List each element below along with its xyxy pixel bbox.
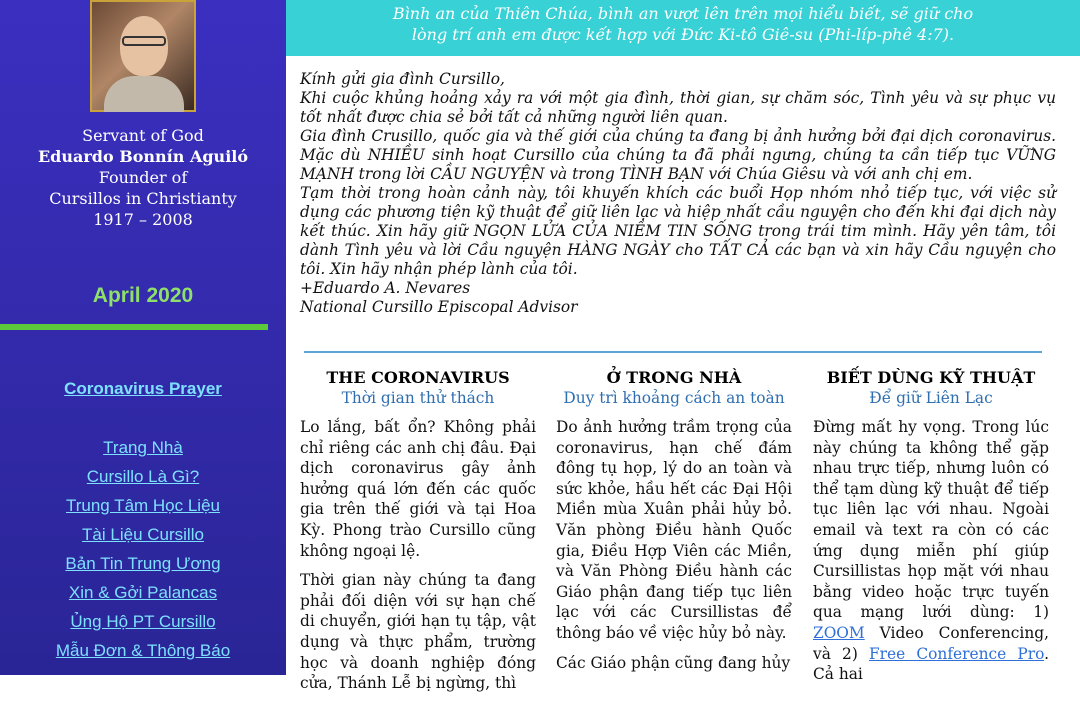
- nav-link-palancas[interactable]: Xin & Gởi Palancas: [68, 583, 218, 602]
- servant-line-3: Founder of: [98, 168, 188, 187]
- article-coronavirus: [300, 368, 536, 703]
- scripture-banner: [286, 0, 1080, 56]
- letter-signature: +Eduardo A. Nevares: [300, 279, 471, 297]
- article-title: BIẾT DÙNG KỸ THUẬT: [826, 368, 1036, 387]
- portrait-face: [120, 16, 168, 76]
- nav-link-cursillo-la-gi[interactable]: Cursillo Là Gì?: [86, 467, 200, 486]
- letter-paragraph-1: Khi cuộc khủng hoảng xảy ra với một gia đình, thời gian, sự chăm sóc, Tình yêu và sự phục vụ tốt nhất được chia sẻ bởi tất cả những người liên quan.: [300, 89, 1056, 126]
- nav-link-trang-nha[interactable]: Trang Nhà: [103, 438, 183, 457]
- scripture-quote: [286, 3, 1080, 45]
- article-ky-thuat: [813, 368, 1049, 694]
- article-subtitle: Duy trì khoảng cách an toàn: [563, 389, 785, 407]
- servant-line-1: Servant of God: [82, 126, 204, 145]
- article-paragraph: Thời gian này chúng ta đang phải đối diện với sự hạn chế di chuyển, giới hạn tụ tập, vật dụng và thực phẩm, trường học và doanh nghiệp đóng cửa, Thánh Lễ bị ngừng, thì: [300, 571, 536, 693]
- article-text: Đừng mất hy vọng. Trong lúc này chúng ta không thể gặp nhau trực tiếp, nhưng luôn có thể tạm dùng kỹ thuật để tiếp tục liên lạc với nhau. Ngoài email và text ra còn có các ứng dụng miễn phí giúp Cursillistas họp mặt với nhau bằng video hoặc trực tuyến qua mạng lưới dùng: 1): [813, 418, 1049, 622]
- founder-portrait: [90, 0, 196, 112]
- nav-link-ban-tin-trung-uong[interactable]: Bản Tin Trung Ương: [65, 554, 221, 573]
- article-text: . Cả hai: [813, 644, 1049, 684]
- nav-link-ung-ho[interactable]: Ủng Hộ PT Cursillo: [70, 612, 216, 631]
- article-paragraph: Do ảnh hưởng trầm trọng của coronavirus, hạn chế đám đông tụ họp, lý do an toàn và sức khỏe, hầu hết các Đại Hội Miền mùa Xuân phải hủy bỏ. Văn phòng Điều hành Quốc gia, Điều Hợp Viên các Miền, và Văn Phòng Điều hành các Giáo phận đang tiếp tục liên lạc với các Cursillistas để thông báo về việc hủy bỏ này.: [556, 418, 792, 642]
- nav-link-trung-tam-hoc-lieu[interactable]: Trung Tâm Học Liệu: [65, 496, 220, 515]
- letter-signer-role: National Cursillo Episcopal Advisor: [300, 298, 578, 316]
- servant-line-4: Cursillos in Christianty: [49, 189, 237, 208]
- article-text: Video Conferencing, và 2): [813, 623, 1049, 663]
- section-divider: [304, 351, 1042, 353]
- article-paragraph: [813, 417, 1049, 685]
- servant-name: Eduardo Bonnín Aguiló: [37, 147, 249, 166]
- nav-link-tai-lieu-cursillo[interactable]: Tài Liệu Cursillo: [82, 525, 204, 544]
- letter-greeting: Kính gửi gia đình Cursillo,: [300, 70, 505, 88]
- article-paragraph: Các Giáo phận cũng đang hủy: [556, 653, 791, 672]
- letter-paragraph-2: Gia đình Crusillo, quốc gia và thế giới của chúng ta đang bị ảnh hưởng bởi đại dịch coronavirus. Mặc dù NHIỀU sinh hoạt Cursillo của chúng ta đã phải ngưng, chúng ta cần tiếp tục VỮNG MẠNH trong lời CẦU NGUYỆN và trong TÌNH BẠN với Chúa Giêsu và với anh chị em.: [300, 127, 1056, 183]
- sidebar-divider: [0, 324, 268, 330]
- issue-month: April 2020: [92, 284, 194, 307]
- article-paragraph: Lo lắng, bất ổn? Không phải chỉ riêng các anh chị đâu. Đại dịch coronavirus gây ảnh hưởng quá lớn đến các quốc gia trên thế giới và tại Hoa Kỳ. Phong trào Cursillo cũng không ngoại lệ.: [300, 418, 536, 560]
- article-o-trong-nha: [556, 368, 792, 682]
- portrait-glasses: [122, 36, 166, 46]
- servant-years: 1917 – 2008: [93, 210, 193, 229]
- scripture-line-1: Bình an của Thiên Chúa, bình an vượt lên trên mọi hiểu biết, sẽ giữ cho: [392, 4, 974, 23]
- article-subtitle: Thời gian thử thách: [341, 389, 495, 407]
- nav-link-mau-don[interactable]: Mẫu Đơn & Thông Báo: [55, 641, 231, 660]
- sidebar: [0, 0, 286, 675]
- article-subtitle: Để giữ Liên Lạc: [869, 389, 993, 407]
- zoom-link[interactable]: ZOOM: [813, 623, 865, 642]
- article-title: THE CORONAVIRUS: [326, 368, 510, 387]
- free-conference-pro-link[interactable]: Free Conference Pro: [868, 644, 1045, 663]
- scripture-line-2: lòng trí anh em được kết hợp với Đức Ki-tô Giê-su (Phi-líp-phê 4:7).: [411, 25, 955, 44]
- advisor-letter: [300, 70, 1056, 317]
- article-title: Ở TRONG NHÀ: [606, 368, 742, 387]
- coronavirus-prayer-link[interactable]: Coronavirus Prayer: [64, 379, 222, 398]
- portrait-shirt: [104, 76, 184, 112]
- letter-paragraph-3: Tạm thời trong hoàn cảnh này, tôi khuyến khích các buổi Họp nhóm nhỏ tiếp tục, với việc sử dụng các phương tiện kỹ thuật để giữ liên lạc và hiệp nhất cầu nguyện cho đến khi đại dịch này kết thúc. Xin hãy giữ NGỌN LỬA CỦA NIỀM TIN SỐNG trong trái tim mình. Hãy yên tâm, tôi dành Tình yêu và lời Cầu nguyện HÀNG NGÀY cho TẤT CẢ các bạn và xin hãy Cầu nguyện cho tôi. Xin hãy nhận phép lành của tôi.: [300, 184, 1056, 278]
